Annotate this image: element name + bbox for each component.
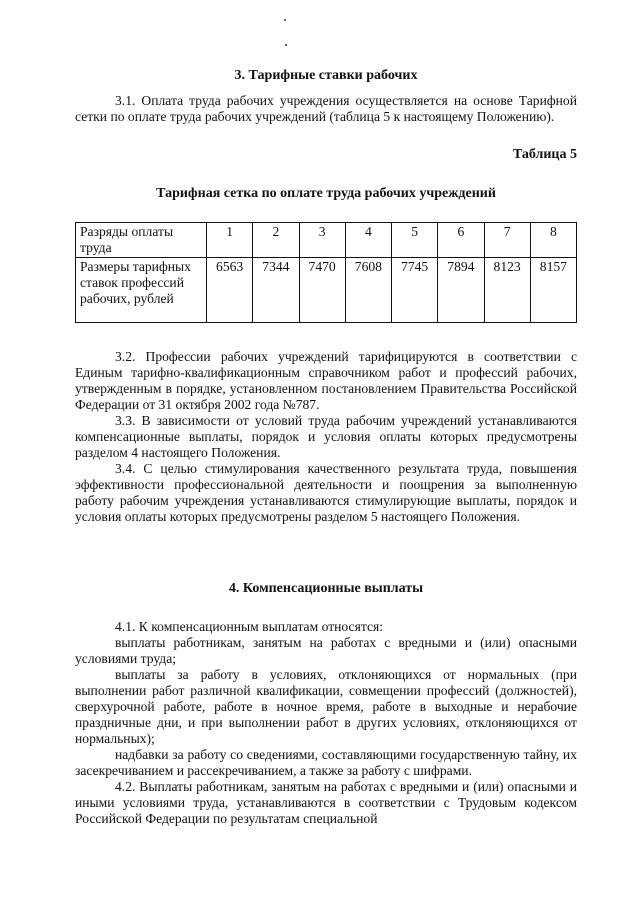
grade-cell: 1 bbox=[207, 223, 253, 258]
rate-cell: 7608 bbox=[345, 258, 391, 323]
section-4-heading: 4. Компенсационные выплаты bbox=[228, 581, 424, 596]
rate-cell: 7894 bbox=[438, 258, 484, 323]
grade-cell: 2 bbox=[253, 223, 299, 258]
table-row-rates bbox=[76, 258, 577, 323]
paragraphs-3-2-to-3-4 bbox=[75, 349, 577, 525]
grade-cell: 3 bbox=[299, 223, 345, 258]
grade-cell: 7 bbox=[484, 223, 530, 258]
table-title: Тарифная сетка по оплате труда рабочих учреждений bbox=[156, 186, 496, 201]
list-item-state-secret: надбавки за работу со сведениями, составляющими государственную тайну, их засекречиванием и рассекречиванием, а также за работу с шифрами. bbox=[75, 747, 577, 778]
rate-cell: 6563 bbox=[207, 258, 253, 323]
rate-cell: 7470 bbox=[299, 258, 345, 323]
rate-cell: 8157 bbox=[530, 258, 576, 323]
section-4-body bbox=[75, 619, 577, 827]
tariff-table bbox=[75, 222, 577, 323]
grade-cell: 4 bbox=[345, 223, 391, 258]
list-item-deviating-conditions: выплаты за работу в условиях, отклоняющихся от нормальных (при выполнении работ различной квалификации, совмещении профессий (должностей), сверхурочной работе, работе в ночное время, работе в выходные и нерабочие праздничные дни, и при выполнении работ в других условиях, отклоняющихся от нормальных); bbox=[75, 667, 577, 746]
row-label-rates: Размеры тарифных ставок профессий рабочих, рублей bbox=[76, 258, 207, 323]
grade-cell: 8 bbox=[530, 223, 576, 258]
paragraph-3-2: 3.2. Профессии рабочих учреждений тарифицируются в соответствии с Единым тарифно-квалификационным справочником работ и профессий рабочих, утвержденным в порядке, установленном постановлением Правительства Российской Федерации от 31 октября 2002 года №787. bbox=[75, 349, 577, 412]
row-label-grades: Разряды оплаты труда bbox=[76, 223, 207, 258]
scan-speck bbox=[285, 44, 287, 46]
paragraph-4-1: 4.1. К компенсационным выплатам относятся: bbox=[115, 619, 384, 634]
list-item-harmful: выплаты работникам, занятым на работах с вредными и (или) опасными условиями труда; bbox=[75, 635, 577, 666]
paragraph-3-3: 3.3. В зависимости от условий труда рабочим учреждений устанавливаются компенсационные выплаты, порядок и условия оплаты которых предусмотрены разделом 4 настоящего Положения. bbox=[75, 413, 577, 460]
paragraph-4-2: 4.2. Выплаты работникам, занятым на работах с вредными и (или) опасными и иными условиями труда, устанавливаются в соответствии с Трудовым кодексом Российской Федерации по результатам специальной bbox=[75, 779, 577, 826]
scan-speck bbox=[284, 19, 286, 21]
paragraph-3-1 bbox=[75, 93, 577, 125]
rate-cell: 8123 bbox=[484, 258, 530, 323]
paragraph-3-4: 3.4. С целью стимулирования качественного результата труда, повышения эффективности профессиональной деятельности и поощрения за выполненную работу рабочим учреждения устанавливаются стимулирующие выплаты, порядок и условия оплаты которых предусмотрены разделом 5 настоящего Положения. bbox=[75, 461, 577, 524]
table-number: Таблица 5 bbox=[512, 147, 577, 162]
grade-cell: 6 bbox=[438, 223, 484, 258]
rate-cell: 7344 bbox=[253, 258, 299, 323]
grade-cell: 5 bbox=[392, 223, 438, 258]
rate-cell: 7745 bbox=[392, 258, 438, 323]
table-row-grades bbox=[76, 223, 577, 258]
paragraph-3-1-text: 3.1. Оплата труда рабочих учреждения осуществляется на основе Тарифной сетки по оплате труда рабочих учреждений (таблица 5 к настоящему Положению). bbox=[75, 93, 577, 124]
section-3-heading: 3. Тарифные ставки рабочих bbox=[234, 68, 418, 83]
